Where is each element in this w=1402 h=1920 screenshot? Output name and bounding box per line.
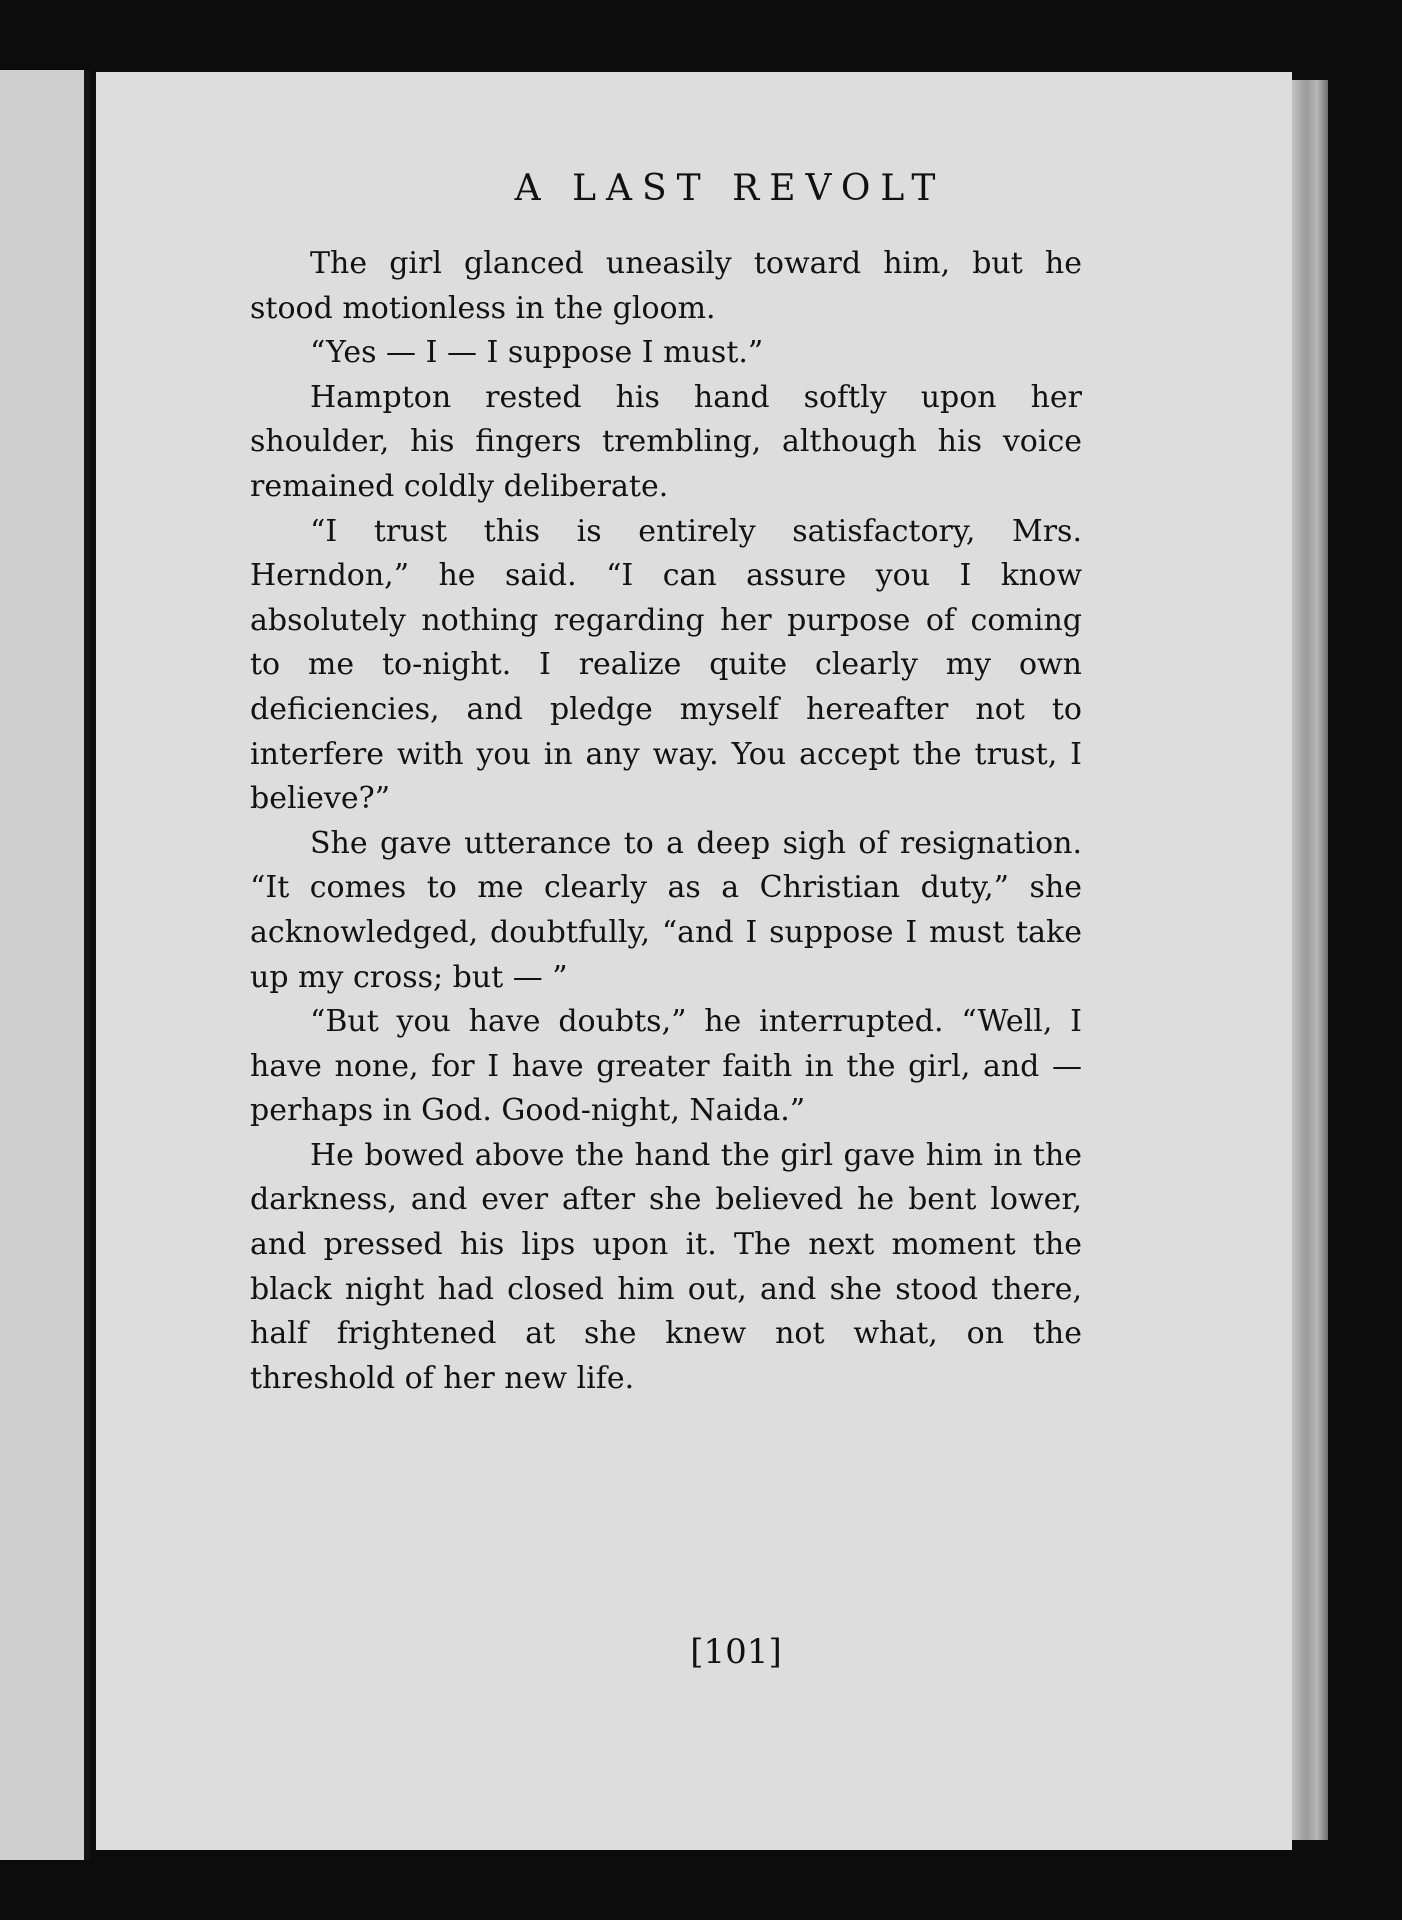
running-head: A LAST REVOLT (514, 168, 946, 209)
body-text (250, 242, 1082, 1401)
paragraph: “But you have doubts,” he interrupted. “Well, I have none, for I have greater faith in the girl, and — perhaps in God. Good-night, Naida.” (250, 1004, 1082, 1129)
paragraph: “Yes — I — I suppose I must.” (310, 335, 764, 371)
facing-page-edge (0, 70, 84, 1860)
page-number: [101] (690, 1632, 782, 1672)
paragraph: Hampton rested his hand softly upon her shoulder, his fingers trembling, although his voice remained coldly deliberate. (250, 379, 1082, 504)
book-gutter (84, 70, 90, 1860)
bottom-shadow (90, 1850, 1330, 1920)
paragraph: She gave utterance to a deep sigh of resignation. “It comes to me clearly as a Christian duty,” she acknowledged, doubtfully, “and I suppose I must take up my cross; but — ” (250, 825, 1082, 995)
paragraph: The girl glanced uneasily toward him, but he stood motionless in the gloom. (250, 246, 1082, 326)
paragraph: “I trust this is entirely satisfactory, Mrs. Herndon,” he said. “I can assure you I know absolutely nothing regarding her purpose of coming to me to-night. I realize quite clearly my own deficiencies, and pledge myself hereafter not to interfere with you in any way. You accept the trust, I believe?” (250, 513, 1082, 817)
paragraph: He bowed above the hand the girl gave him in the darkness, and ever after she believed he bent lower, and pressed his lips upon it. The next moment the black night had closed him out, and she stood there, half frightened at she knew not what, on the threshold of her new life. (250, 1137, 1082, 1396)
page-stack-edge (1292, 80, 1328, 1840)
